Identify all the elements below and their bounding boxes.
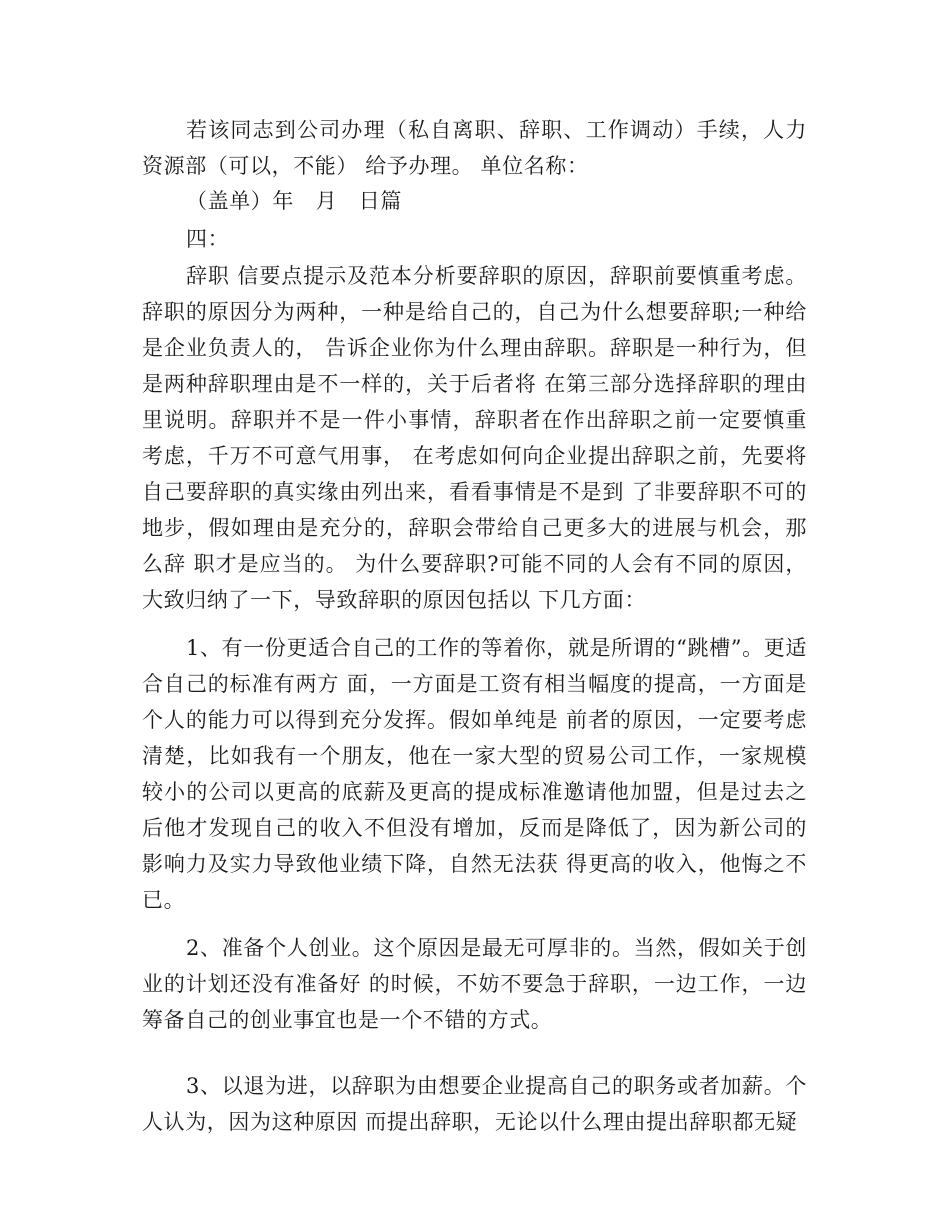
stamp-date-text: （盖单）年 月 日篇 [186, 189, 402, 213]
paragraph-text: 1、有一份更适合自己的工作的等着你，就是所谓的“跳槽”。更适合自己的标准有两方 面，一方面是工资有相当幅度的提高，一方面是个人的能力可以得到充分发挥。假如单纯是 前者的原因，一定要考虑清楚，比如我有一个朋友，他在一家大型的贸易公司工作，一家规模较小的公司以更高的底薪及更高的提成标准邀请他加盟，但是过去之后他才发现自己的收入不但没有增加，反而是降低了，因为新公司的影响力及实力导致他业绩下降，自然无法获 得更高的收入，他悔之不已。 [142, 636, 807, 912]
section-number-line [186, 221, 786, 257]
stamp-date-line [186, 183, 786, 219]
paragraph-handover-procedure [142, 112, 807, 184]
paragraph-text: 辞职 信要点提示及范本分析要辞职的原因，辞职前要慎重考虑。辞职的原因分为两种，一种是给自己的，自己为什么想要辞职;一种给是企业负责人的， 告诉企业你为什么理由辞职。辞职是一种行为，但是两种辞职理由是不一样的，关于后者将 在第三部分选择辞职的理由里说明。辞职并不是一件小事情，辞职者在作出辞职之前一定要慎重考虑，千万不可意气用事， 在考虑如何向企业提出辞职之前，先要将自己要辞职的真实缘由列出来，看看事情是不是到 了非要辞职不可的地步，假如理由是充分的，辞职会带给自己更多大的进展与机会，那么辞 职才是应当的。 为什么要辞职?可能不同的人会有不同的原因，大致归纳了一下，导致辞职的原因包括以 下几方面： [142, 264, 807, 612]
paragraph-reason-2 [142, 930, 807, 1038]
paragraph-reason-1 [142, 630, 807, 918]
paragraph-text: 3、以退为进，以辞职为由想要企业提高自己的职务或者加薪。个人认为，因为这种原因 而提出辞职，无论以什么理由提出辞职都无疑 [142, 1074, 807, 1134]
paragraph-reason-3 [142, 1068, 807, 1140]
paragraph-text: 2、准备个人创业。这个原因是最无可厚非的。当然，假如关于创业的计划还没有准备好 的时候，不妨不要急于辞职，一边工作，一边筹备自己的创业事宜也是一个不错的方式。 [142, 936, 807, 1032]
paragraph-text: 若该同志到公司办理（私自离职、辞职、工作调动）手续，人力资源部（可以，不能） 给予办理。 单位名称： [142, 118, 807, 178]
section-number-text: 四： [186, 227, 230, 251]
paragraph-resignation-reasons [142, 258, 807, 618]
